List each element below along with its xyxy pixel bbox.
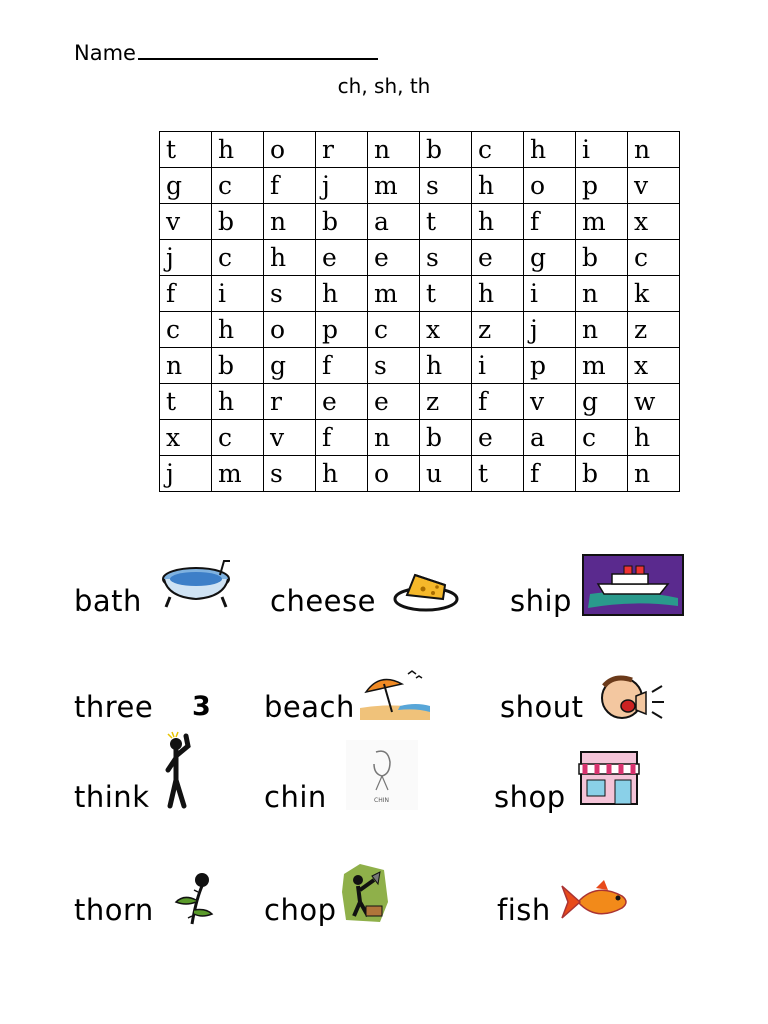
grid-cell[interactable]: c <box>160 312 212 348</box>
grid-cell[interactable]: t <box>160 132 212 168</box>
grid-cell[interactable]: n <box>628 132 680 168</box>
grid-cell[interactable]: x <box>160 420 212 456</box>
grid-cell[interactable]: u <box>420 456 472 492</box>
grid-cell[interactable]: n <box>628 456 680 492</box>
grid-cell[interactable]: b <box>212 204 264 240</box>
grid-cell[interactable]: h <box>264 240 316 276</box>
grid-cell[interactable]: h <box>472 168 524 204</box>
grid-cell[interactable]: k <box>628 276 680 312</box>
grid-cell[interactable]: f <box>472 384 524 420</box>
name-blank-line[interactable] <box>138 40 378 60</box>
name-label: Name <box>74 41 136 65</box>
grid-cell[interactable]: f <box>264 168 316 204</box>
word-thorn: thorn <box>74 893 154 927</box>
grid-cell[interactable]: f <box>524 456 576 492</box>
word-chin: chin <box>264 780 327 814</box>
grid-cell[interactable]: p <box>524 348 576 384</box>
grid-cell[interactable]: m <box>368 276 420 312</box>
grid-row <box>160 384 680 420</box>
worksheet-subtitle <box>0 74 768 98</box>
grid-cell[interactable]: e <box>368 240 420 276</box>
grid-cell[interactable]: v <box>524 384 576 420</box>
grid-cell[interactable]: f <box>316 420 368 456</box>
grid-cell[interactable]: h <box>420 348 472 384</box>
grid-cell[interactable]: t <box>160 384 212 420</box>
grid-cell[interactable]: t <box>420 204 472 240</box>
grid-cell[interactable]: z <box>472 312 524 348</box>
grid-cell[interactable]: i <box>212 276 264 312</box>
grid-cell[interactable]: f <box>316 348 368 384</box>
grid-cell[interactable]: a <box>524 420 576 456</box>
grid-cell[interactable]: p <box>316 312 368 348</box>
grid-cell[interactable]: r <box>264 384 316 420</box>
beach-umbrella-icon <box>358 668 432 722</box>
grid-cell[interactable]: j <box>160 456 212 492</box>
grid-cell[interactable]: e <box>472 240 524 276</box>
grid-cell[interactable]: s <box>264 276 316 312</box>
word-fish: fish <box>497 893 551 927</box>
grid-cell[interactable]: m <box>576 348 628 384</box>
grid-cell[interactable]: v <box>264 420 316 456</box>
word-bath: bath <box>74 584 142 618</box>
grid-cell[interactable]: b <box>212 348 264 384</box>
name-field <box>74 40 378 65</box>
grid-cell[interactable]: e <box>316 240 368 276</box>
grid-cell[interactable]: b <box>576 456 628 492</box>
grid-cell[interactable]: c <box>576 420 628 456</box>
grid-cell[interactable]: i <box>472 348 524 384</box>
grid-cell[interactable]: g <box>160 168 212 204</box>
grid-cell[interactable]: v <box>160 204 212 240</box>
number-three: 3 <box>192 691 211 722</box>
grid-row <box>160 204 680 240</box>
grid-row <box>160 456 680 492</box>
grid-cell[interactable]: i <box>576 132 628 168</box>
grid-cell[interactable]: s <box>264 456 316 492</box>
grid-cell[interactable]: b <box>316 204 368 240</box>
shouting-face-icon <box>594 672 666 722</box>
word-cheese: cheese <box>270 584 376 618</box>
grid-cell[interactable]: c <box>472 132 524 168</box>
grid-cell[interactable]: a <box>368 204 420 240</box>
grid-cell[interactable]: c <box>212 240 264 276</box>
word-beach: beach <box>264 690 355 724</box>
grid-cell[interactable]: f <box>524 204 576 240</box>
grid-cell[interactable]: c <box>368 312 420 348</box>
grid-cell[interactable]: z <box>420 384 472 420</box>
grid-cell[interactable]: x <box>628 348 680 384</box>
grid-cell[interactable]: o <box>264 132 316 168</box>
grid-cell[interactable]: r <box>316 132 368 168</box>
shop-icon <box>577 748 641 808</box>
bathtub-icon <box>160 557 232 609</box>
cheese-icon <box>393 565 459 613</box>
grid-cell[interactable]: m <box>576 204 628 240</box>
grid-cell[interactable]: x <box>628 204 680 240</box>
grid-cell[interactable]: v <box>628 168 680 204</box>
grid-row <box>160 312 680 348</box>
grid-cell[interactable]: n <box>160 348 212 384</box>
grid-cell[interactable]: b <box>576 240 628 276</box>
grid-cell[interactable]: m <box>368 168 420 204</box>
grid-cell[interactable]: h <box>212 132 264 168</box>
grid-cell[interactable]: h <box>472 204 524 240</box>
grid-cell[interactable]: e <box>368 384 420 420</box>
grid-cell[interactable]: g <box>576 384 628 420</box>
grid-cell[interactable]: n <box>264 204 316 240</box>
grid-cell[interactable]: h <box>212 312 264 348</box>
grid-cell[interactable]: n <box>368 420 420 456</box>
grid-cell[interactable]: p <box>576 168 628 204</box>
grid-row <box>160 276 680 312</box>
grid-cell[interactable]: c <box>212 420 264 456</box>
grid-cell[interactable]: c <box>212 168 264 204</box>
grid-cell[interactable]: o <box>524 168 576 204</box>
grid-cell[interactable]: m <box>212 456 264 492</box>
grid-cell[interactable]: s <box>420 240 472 276</box>
grid-cell[interactable]: h <box>472 276 524 312</box>
word-three: three <box>74 690 154 724</box>
thorn-rose-icon <box>170 870 216 926</box>
grid-cell[interactable]: c <box>628 240 680 276</box>
grid-row <box>160 240 680 276</box>
word-search-grid <box>159 131 680 492</box>
grid-cell[interactable]: h <box>524 132 576 168</box>
grid-cell[interactable]: h <box>212 384 264 420</box>
subtitle-text: ch, sh, th <box>337 74 431 98</box>
word-ship: ship <box>510 584 572 618</box>
grid-cell[interactable]: o <box>368 456 420 492</box>
grid-cell[interactable]: j <box>524 312 576 348</box>
grid-cell[interactable]: s <box>368 348 420 384</box>
grid-row <box>160 348 680 384</box>
grid-cell[interactable]: e <box>472 420 524 456</box>
grid-cell[interactable]: s <box>420 168 472 204</box>
grid-cell[interactable]: w <box>628 384 680 420</box>
word-shop: shop <box>494 780 566 814</box>
grid-cell[interactable]: h <box>628 420 680 456</box>
grid-cell[interactable]: e <box>316 384 368 420</box>
thinking-person-icon <box>162 730 196 810</box>
grid-cell[interactable]: j <box>316 168 368 204</box>
chopping-wood-icon <box>340 862 390 926</box>
grid-cell[interactable]: n <box>576 312 628 348</box>
grid-cell[interactable]: h <box>316 456 368 492</box>
grid-cell[interactable]: f <box>160 276 212 312</box>
grid-cell[interactable]: g <box>264 348 316 384</box>
chin-sketch-icon <box>346 740 418 810</box>
grid-cell[interactable]: i <box>524 276 576 312</box>
grid-row <box>160 132 680 168</box>
goldfish-icon <box>558 878 634 926</box>
grid-cell[interactable]: g <box>524 240 576 276</box>
grid-cell[interactable]: x <box>420 312 472 348</box>
grid-row <box>160 168 680 204</box>
word-think: think <box>74 780 150 814</box>
grid-cell[interactable]: j <box>160 240 212 276</box>
word-shout: shout <box>500 690 584 724</box>
grid-cell[interactable]: t <box>472 456 524 492</box>
grid-cell[interactable]: z <box>628 312 680 348</box>
grid-cell[interactable]: t <box>420 276 472 312</box>
grid-cell[interactable]: n <box>576 276 628 312</box>
grid-cell[interactable]: h <box>316 276 368 312</box>
grid-row <box>160 420 680 456</box>
grid-cell[interactable]: n <box>368 132 420 168</box>
grid-cell[interactable]: b <box>420 420 472 456</box>
chin-caption: CHIN <box>374 797 389 804</box>
grid-cell[interactable]: o <box>264 312 316 348</box>
ship-icon <box>582 554 684 616</box>
word-chop: chop <box>264 893 337 927</box>
grid-cell[interactable]: b <box>420 132 472 168</box>
